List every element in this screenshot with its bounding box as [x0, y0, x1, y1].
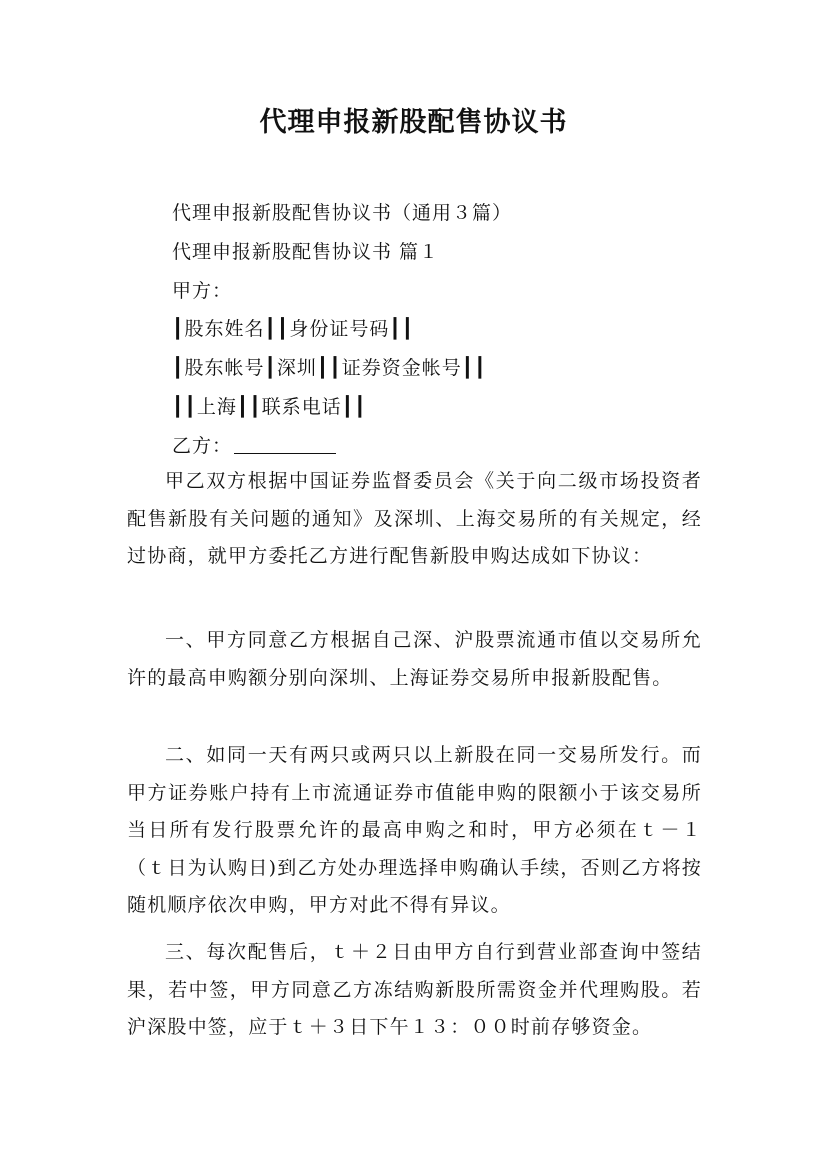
party-b-blank — [234, 435, 336, 454]
info-table-row: ┃┃上海┃┃联系电话┃┃ — [172, 396, 367, 418]
info-table-row: ┃股东姓名┃┃身份证号码┃┃ — [172, 318, 415, 340]
chapter-heading: 代理申报新股配售协议书 篇１ — [172, 241, 440, 263]
body-paragraph: 三、每次配售后，ｔ＋２日由甲方自行到营业部查询中签结果，若中签，甲方同意乙方冻结购新股所需资金并代理购股。若沪深股中签，应于ｔ＋３日下午１３：００时前存够资金。 — [127, 941, 702, 1039]
party-b-line — [172, 431, 336, 458]
body-paragraph: 二、如同一天有两只或两只以上新股在同一交易所发行。而甲方证券账户持有上市流通证券市值能申购的限额小于该交易所当日所有发行股票允许的最高申购之和时，甲方必须在ｔ－１（ｔ日为认购日)到乙方处办理选择申购确认手续，否则乙方将按随机顺序依次申购，甲方对此不得有异议。 — [127, 744, 702, 917]
party-b-label: 乙方： — [172, 435, 233, 457]
party-a-label: 甲方： — [172, 280, 233, 302]
document-subtitle: 代理申报新股配售协议书（通用３篇） — [172, 202, 513, 224]
body-paragraph: 一、甲方同意乙方根据自己深、沪股票流通市值以交易所允许的最高申购额分别向深圳、上海证券交易所申报新股配售。 — [127, 629, 702, 689]
body-paragraph: 甲乙双方根据中国证券监督委员会《关于向二级市场投资者配售新股有关问题的通知》及深圳、上海交易所的有关规定，经过协商，就甲方委托乙方进行配售新股申购达成如下协议： — [127, 470, 702, 568]
document-title: 代理申报新股配售协议书 — [259, 107, 568, 138]
info-table-row: ┃股东帐号┃深圳┃┃证券资金帐号┃┃ — [172, 357, 487, 379]
